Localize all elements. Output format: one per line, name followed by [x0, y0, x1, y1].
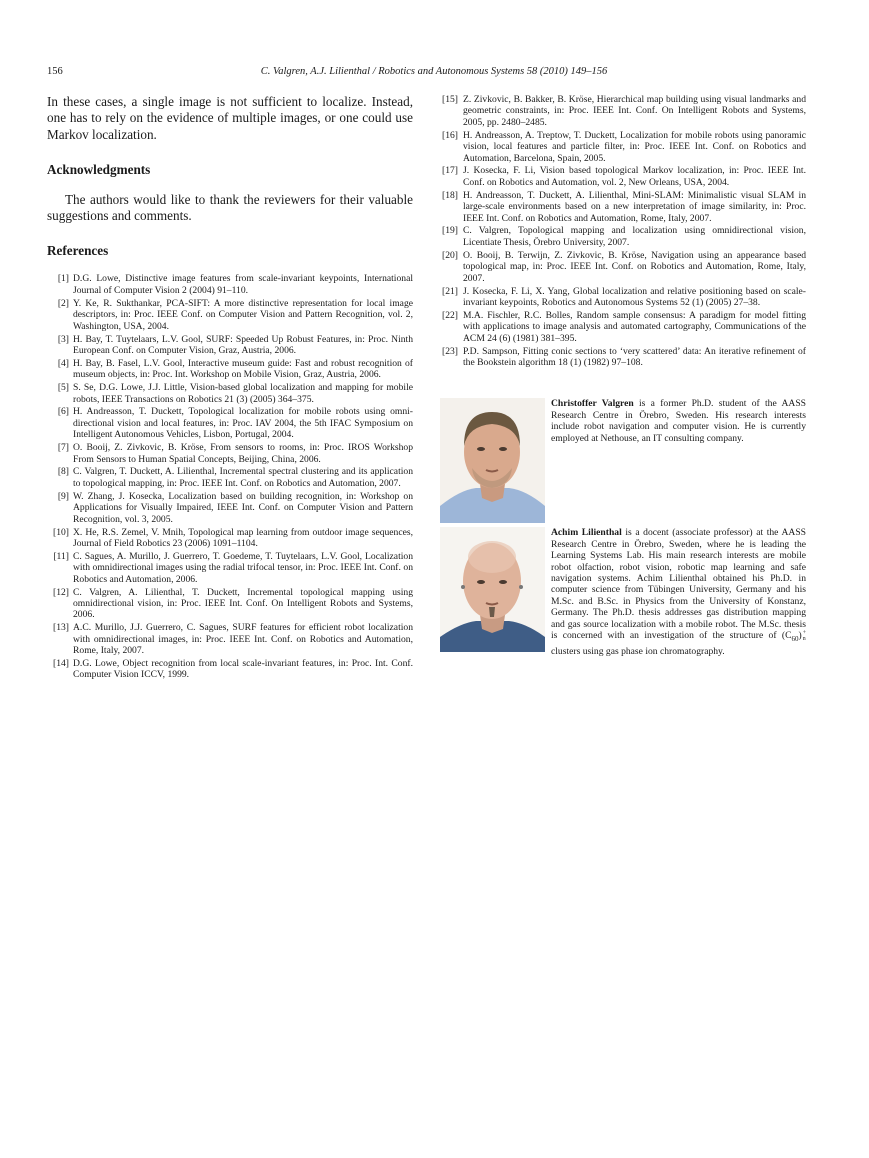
- author-bio-text-lilienthal: is a docent (associate professor) at the AASS Research Centre in Örebro, Sweden, where he is leading the Learning Systems Lab. His main research interests are mobile robot olfaction, robot vision, robotic map learning and safe navigation systems. Achim Lilienthal obtained his Ph.D. in computer science from Tübingen University, Germany and his M.Sc. and B.Sc. in Physics from the University of Konstanz, Germany. The Ph.D. thesis addresses gas distribution mapping and gas source localization with a mobile robot. The M.Sc. thesis is concerned with an investigation of the structure of: [551, 527, 806, 642]
- reference-number: [14]: [53, 657, 69, 669]
- reference-text: W. Zhang, J. Kosecka, Localization based on building recognition, in: Workshop on Applications for Visually Impaired, IEEE Int. Conf. on Computer Vision and Pattern Recognition, vol. 3, 2005.: [73, 490, 413, 525]
- author-bio-text-end: clusters using gas phase ion chromatography.: [551, 645, 725, 657]
- reference-number: [8]: [57, 466, 69, 478]
- reference-text: H. Andreasson, T. Duckett, A. Lilienthal, Mini-SLAM: Minimalistic visual SLAM in large-scale environments based on a new interpretation of image similarity, in: Proc. IEEE Int. Conf. on Robotics and Automation, Rome, Italy, 2007.: [463, 189, 806, 224]
- reference-item: [440, 225, 806, 248]
- reference-number: [18]: [442, 189, 458, 201]
- reference-number: [20]: [442, 249, 458, 261]
- reference-item: [440, 250, 806, 284]
- reference-item: [47, 491, 413, 525]
- acknowledgments-heading: Acknowledgments: [47, 161, 151, 177]
- reference-number: [6]: [57, 406, 69, 418]
- reference-text: J. Kosecka, F. Li, X. Yang, Global localization and relative positioning based on scale-invariant keypoints, Robotics and Autonomous Systems 52 (1) (2005) 27–38.: [463, 285, 806, 308]
- reference-text: H. Andreasson, A. Treptow, T. Duckett, Localization for mobile robots using panoramic vision, local features and particle filter, in: Proc. IEEE Int. Conf. on Robotics and Automation, Barcelona, Spain, 2005.: [463, 129, 806, 164]
- reference-item: [440, 310, 806, 344]
- reference-item: [47, 442, 413, 465]
- author-bio-valgren: [440, 398, 806, 523]
- formula-close: ): [798, 630, 802, 642]
- reference-item: [440, 346, 806, 369]
- reference-text: H. Bay, B. Fasel, L.V. Gool, Interactive museum guide: Fast and robust recognition of museum objects, in: Proc. Int. Workshop on Mobile Vision, Graz, Austria, 2006.: [73, 357, 413, 381]
- running-title: C. Valgren, A.J. Lilienthal / Robotics and Autonomous Systems 58 (2010) 149–156: [260, 66, 608, 77]
- author-name-valgren: Christoffer Valgren: [551, 398, 634, 410]
- reference-text: M.A. Fischler, R.C. Bolles, Random sample consensus: A paradigm for model fitting with applications to image analysis and automated cartography, Communications of the ACM 24 (6) (1981) 381–395.: [463, 309, 806, 344]
- reference-text: O. Booij, Z. Zivkovic, B. Kröse, From sensors to rooms, in: Proc. IROS Workshop From Sensors to Human Spatial Concepts, Beijing, China, 2006.: [73, 442, 413, 465]
- reference-text: Z. Zivkovic, B. Bakker, B. Kröse, Hierarchical map building using visual landmarks and geometric constraints, in: Proc. IEEE Int. Conf. On Intelligent Robots and Systems, 2005, pp. 2480–2485.: [463, 94, 806, 128]
- reference-item: [47, 406, 413, 440]
- reference-text: O. Booij, B. Terwijn, Z. Zivkovic, B. Kröse, Navigation using an appearance based topological map, in: Proc. IEEE Int. Conf. on Robotics and Automation, Rome, Italy, 2007.: [463, 249, 806, 284]
- reference-number: [13]: [53, 622, 69, 634]
- reference-item: [47, 622, 413, 656]
- reference-item: [47, 273, 413, 296]
- reference-item: [440, 286, 806, 309]
- formula-superscript-plus: +: [802, 630, 806, 636]
- reference-number: [17]: [442, 165, 458, 177]
- reference-text: P.D. Sampson, Fitting conic sections to ‘very scattered’ data: An iterative refinement of the Bookstein algorithm 18 (1) (1982) 97–108.: [463, 345, 806, 368]
- reference-number: [23]: [442, 345, 458, 357]
- reference-number: [7]: [57, 442, 69, 454]
- running-header: [47, 66, 821, 82]
- reference-item: [47, 466, 413, 489]
- author-photo-lilienthal: [440, 527, 545, 652]
- reference-item: [440, 165, 806, 188]
- reference-item: [440, 130, 806, 164]
- reference-item: [47, 382, 413, 405]
- reference-text: X. He, R.S. Zemel, V. Mnih, Topological map learning from outdoor image sequences, Journal of Field Robotics 23 (2006) 1091–1104.: [73, 526, 413, 549]
- author-name-lilienthal: Achim Lilienthal: [551, 527, 622, 539]
- chemical-formula: [781, 630, 806, 644]
- right-column: [440, 94, 806, 657]
- reference-number: [4]: [57, 357, 69, 369]
- reference-text: D.G. Lowe, Object recognition from local scale-invariant features, in: Proc. Int. Conf. Computer Vision ICCV, 1999.: [73, 657, 413, 681]
- reference-number: [16]: [442, 129, 458, 141]
- reference-text: C. Valgren, T. Duckett, A. Lilienthal, Incremental spectral clustering and its application to topological mapping, in: Proc. IEEE Int. Conf. on Robotics and Automation, 2007.: [73, 466, 413, 489]
- reference-item: [440, 94, 806, 128]
- author-photo-valgren: [440, 398, 545, 523]
- reference-number: [15]: [442, 94, 458, 105]
- reference-text: H. Andreasson, T. Duckett, Topological localization for mobile robots using omni-directional vision and local features, in: Proc. IAV 2004, the 5th IFAC Symposium on Intelligent Autonomous Vehicles, Lisbon, Portugal, 2004.: [73, 406, 413, 441]
- reference-number: [19]: [442, 225, 458, 237]
- reference-item: [47, 298, 413, 332]
- formula-subscript-n: n: [802, 636, 806, 642]
- reference-number: [9]: [57, 490, 69, 502]
- reference-number: [21]: [442, 285, 458, 297]
- reference-item: [47, 527, 413, 550]
- reference-item: [47, 334, 413, 357]
- reference-text: J. Kosecka, F. Li, Vision based topological Markov localization, in: Proc. IEEE Int. Conf. on Robotics and Automation, vol. 2, New Orleans, USA, 2004.: [463, 165, 806, 188]
- reference-number: [22]: [442, 309, 458, 321]
- reference-item: [47, 658, 413, 681]
- reference-list-left: [47, 273, 413, 680]
- intro-paragraph: In these cases, a single image is not sufficient to localize. Instead, one has to rely on the evidence of multiple images, or one could use Markov localization.: [47, 94, 413, 142]
- reference-item: [47, 551, 413, 585]
- author-bio-lilienthal: [440, 527, 806, 657]
- reference-list-right: [440, 94, 806, 368]
- formula-subscript-60: 60: [791, 635, 799, 644]
- reference-number: [10]: [53, 526, 69, 538]
- reference-text: H. Bay, T. Tuytelaars, L.V. Gool, SURF: Speeded Up Robust Features, in: Proc. Ninth European Conf. on Computer Vision, Graz, Austria, 2006.: [73, 333, 413, 356]
- reference-text: C. Valgren, A. Lilienthal, T. Duckett, Incremental topological mapping using omnidirectional vision, in: Proc. IEEE Int. Conf. On Intelligent Robots and Systems, 2006.: [73, 586, 413, 621]
- reference-text: D.G. Lowe, Distinctive image features from scale-invariant keypoints, International Journal of Computer Vision 2 (2004) 91–110.: [73, 273, 413, 296]
- reference-number: [3]: [57, 333, 69, 345]
- reference-text: S. Se, D.G. Lowe, J.J. Little, Vision-based global localization and mapping for mobile robots, IEEE Transactions on Robotics 21 (3) (2005) 364–375.: [73, 382, 413, 405]
- reference-item: [440, 190, 806, 224]
- references-heading: References: [47, 243, 109, 259]
- reference-number: [2]: [57, 297, 69, 309]
- reference-number: [5]: [57, 382, 69, 394]
- acknowledgments-text: The authors would like to thank the reviewers for their valuable suggestions and comments.: [47, 191, 413, 224]
- reference-text: A.C. Murillo, J.J. Guerrero, C. Sagues, SURF features for efficient robot localization with omnidirectional images, in: Proc. IEEE Int. Conf. on Robotics and Automation, Rome, Italy, 2007.: [73, 622, 413, 657]
- reference-item: [47, 358, 413, 381]
- reference-number: [11]: [53, 550, 69, 562]
- author-bio-text-valgren: is a former Ph.D. student of the AASS Research Centre in Örebro, Sweden. His research interests include robot navigation and computer vision. He is currently employed at Nethouse, an IT consulting company.: [551, 398, 806, 444]
- left-column: [47, 94, 413, 682]
- reference-text: Y. Ke, R. Sukthankar, PCA-SIFT: A more distinctive representation for local image descriptors, in: Proc. IEEE Conf. on Computer Vision and Pattern Recognition, vol. 2, Washington, USA, 2004.: [73, 297, 413, 332]
- page-number: 156: [47, 66, 63, 77]
- reference-text: C. Sagues, A. Murillo, J. Guerrero, T. Goedeme, T. Tuytelaars, L.V. Gool, Localization with omnidirectional images using the radial trifocal tensor, in: Proc. IEEE Int. Conf. on Robotics and Automation, 2006.: [73, 550, 413, 585]
- formula-base: (C: [781, 630, 792, 642]
- reference-text: C. Valgren, Topological mapping and localization using omnidirectional vision, Licentiate Thesis, Örebro University, 2007.: [463, 225, 806, 248]
- reference-number: [12]: [53, 586, 69, 598]
- reference-number: [1]: [57, 273, 69, 285]
- reference-item: [47, 587, 413, 621]
